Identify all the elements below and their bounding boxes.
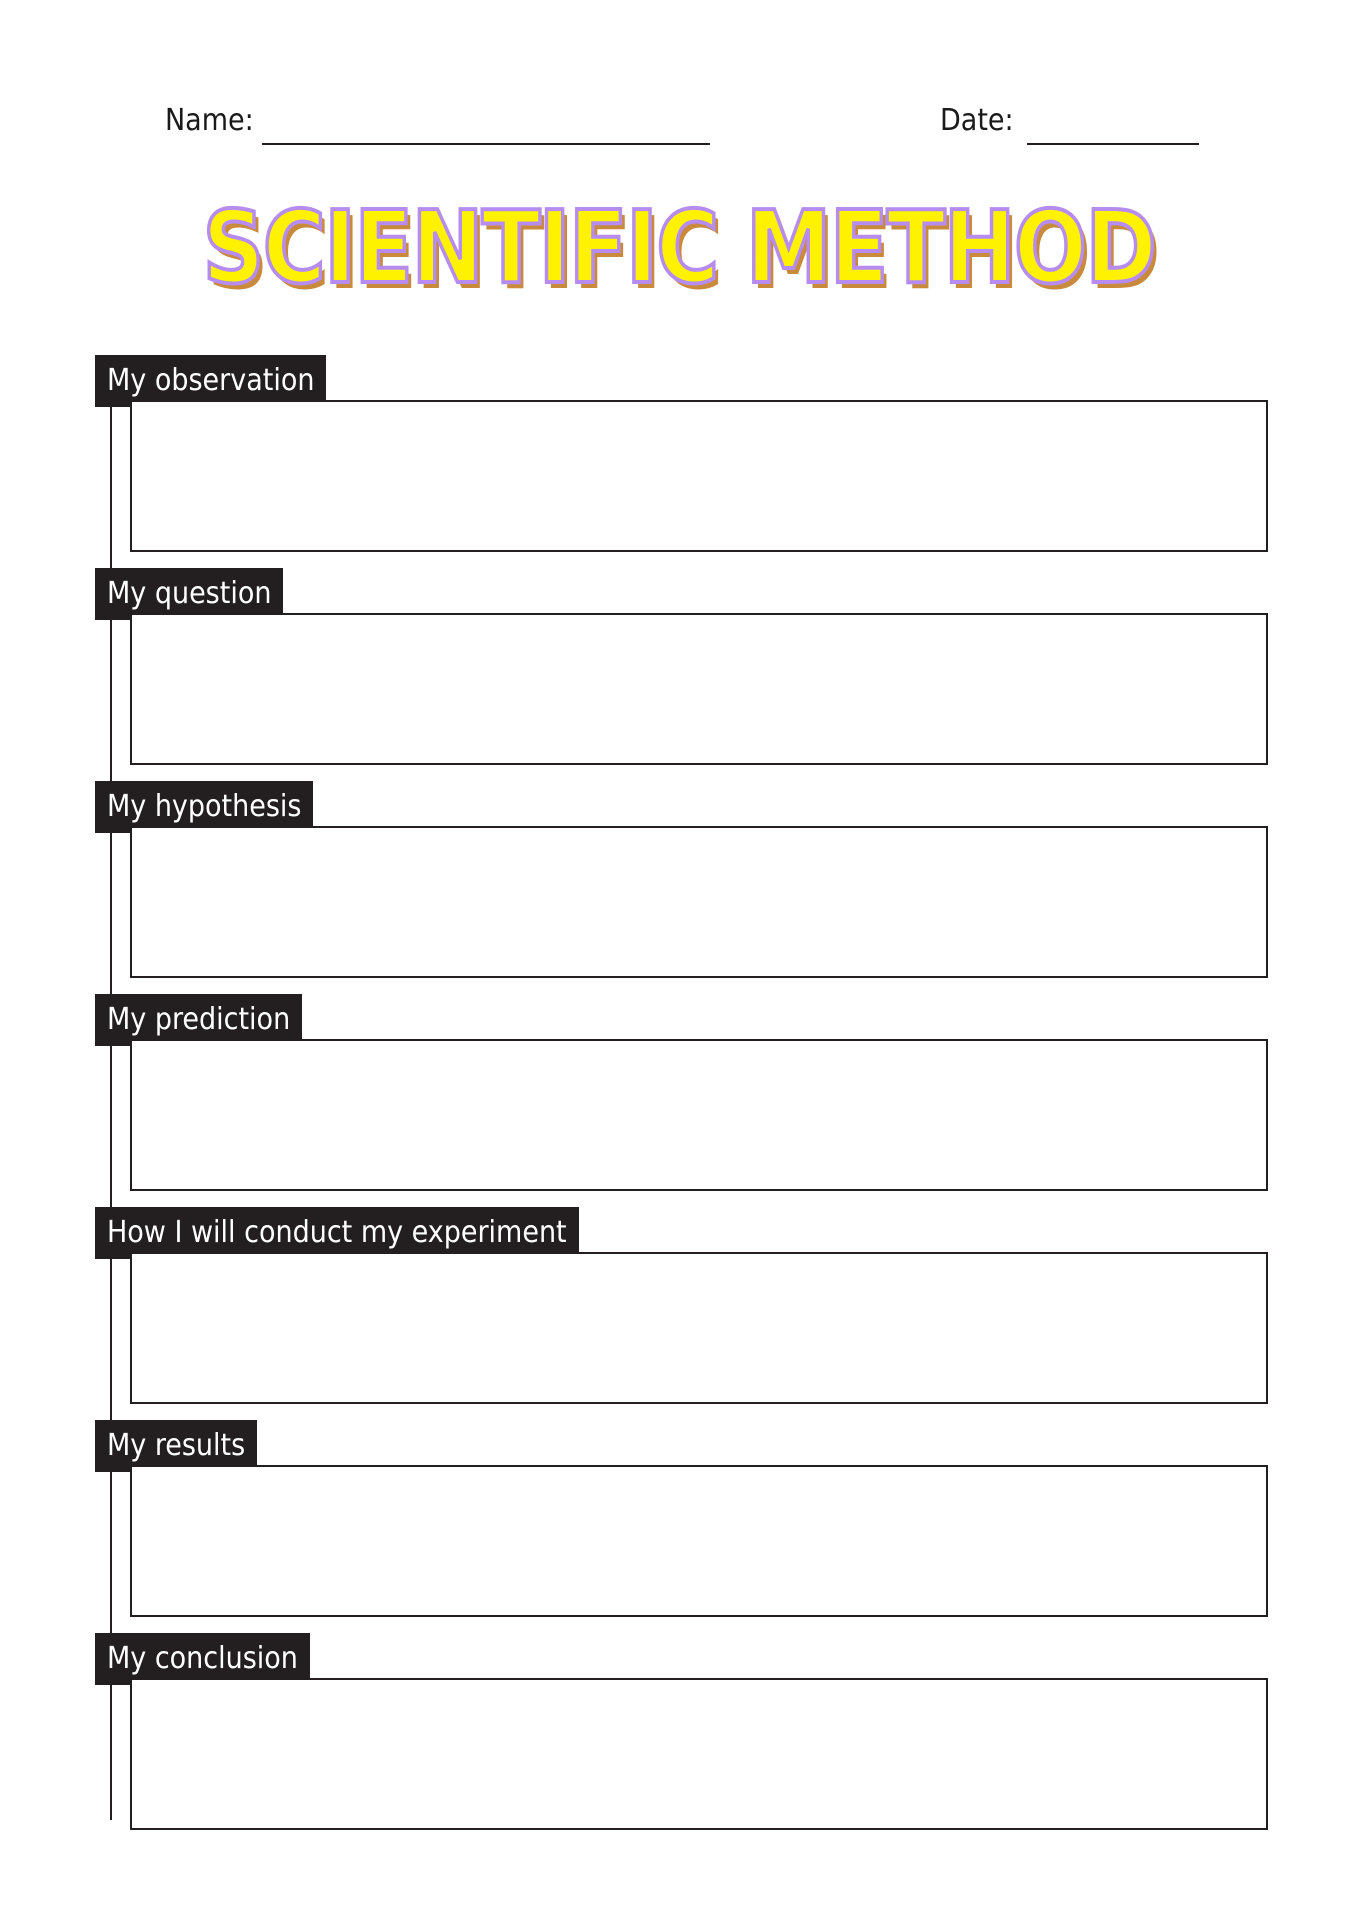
section-label-prediction: My prediction <box>95 994 302 1046</box>
section-label-hypothesis: My hypothesis <box>95 781 313 833</box>
page-title: SCIENTIFIC METHOD <box>202 189 1156 306</box>
name-label: Name: <box>165 103 254 138</box>
observation-answer-box[interactable] <box>130 400 1268 552</box>
name-field[interactable] <box>262 143 710 145</box>
section-label-conclusion: My conclusion <box>95 1633 310 1685</box>
results-answer-box[interactable] <box>130 1465 1268 1617</box>
section-label-observation: My observation <box>95 355 326 407</box>
question-answer-box[interactable] <box>130 613 1268 765</box>
date-field[interactable] <box>1027 143 1199 145</box>
section-label-question: My question <box>95 568 283 620</box>
date-label: Date: <box>940 103 1014 138</box>
hypothesis-answer-box[interactable] <box>130 826 1268 978</box>
prediction-answer-box[interactable] <box>130 1039 1268 1191</box>
section-label-experiment: How I will conduct my experiment <box>95 1207 579 1259</box>
section-label-results: My results <box>95 1420 257 1472</box>
experiment-answer-box[interactable] <box>130 1252 1268 1404</box>
conclusion-answer-box[interactable] <box>130 1678 1268 1830</box>
